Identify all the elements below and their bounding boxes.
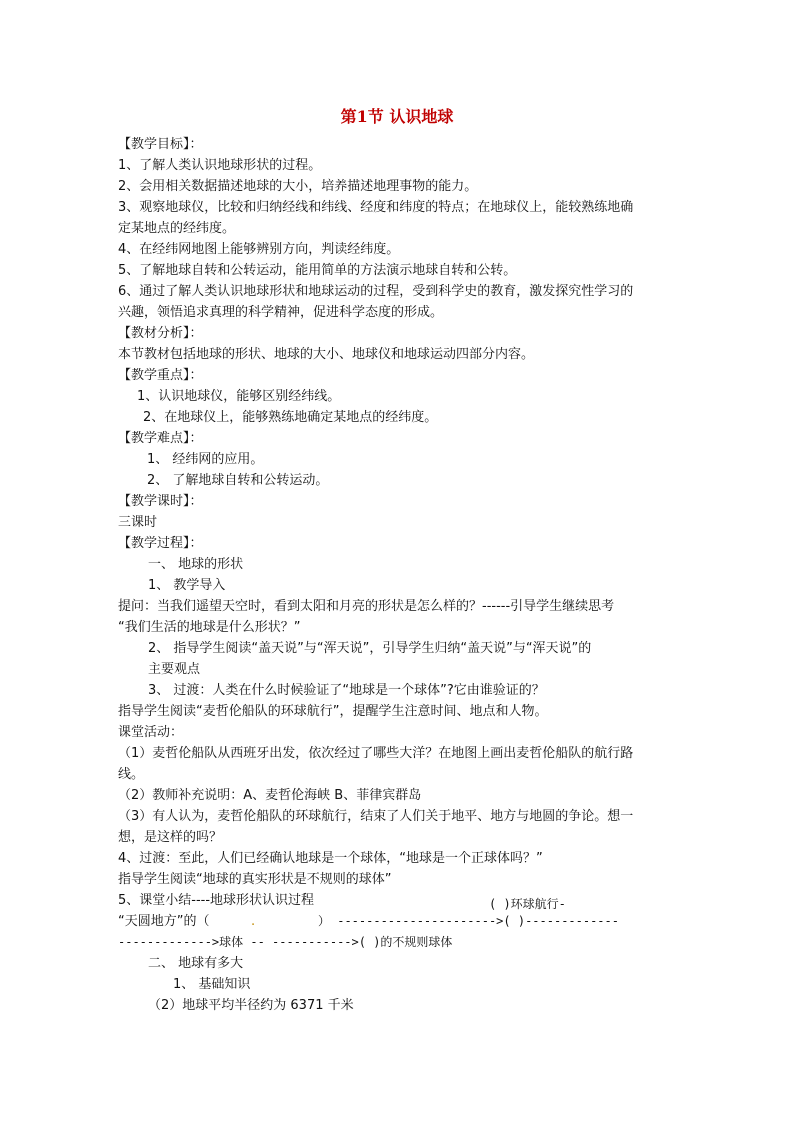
objective-3: 3、观察地球仪，比较和归纳经线和纬线、经度和纬度的特点；在地球仪上，能较熟练地确: [118, 200, 634, 215]
section-heading-difficulties: 【教学难点】：: [118, 431, 203, 446]
objective-6-cont: 兴趣，领悟追求真理的科学精神，促进科学态度的形成。: [118, 305, 444, 320]
objective-3-cont: 定某地点的经纬度。: [118, 221, 236, 236]
step-3-reading: 指导学生阅读“麦哲伦船队的环球航行”，提醒学生注意时间、地点和人物。: [118, 704, 548, 719]
objective-2: 2、会用相关数据描述地球的大小，培养描述地理事物的能力。: [118, 179, 478, 194]
step-4-transition: 4、过渡：至此，人们已经确认地球是一个球体，“地球是一个正球体吗？”: [118, 851, 543, 866]
class-activity-heading: 课堂活动：: [118, 725, 184, 740]
basic-knowledge: 1、 基础知识: [173, 977, 251, 992]
step-1-intro: 1、 教学导入: [148, 578, 226, 593]
question-line-cont: “我们生活的地球是什么形状？”: [118, 620, 301, 635]
class-hours-text: 三课时: [118, 515, 158, 530]
objective-6: 6、通过了解人类认识地球形状和地球运动的过程，受到科学史的教育，激发探究性学习的: [118, 284, 634, 299]
material-analysis-text: 本节教材包括地球的形状、地球的大小、地球仪和地球运动四部分内容。: [118, 347, 535, 362]
round-sky-square-earth: “天圆地方”的（: [118, 914, 210, 929]
summary-flow-line-2: ------------->球体 -- ----------->( )的不规则球体: [118, 935, 453, 949]
difficulty-1: 1、 经纬网的应用。: [147, 452, 264, 467]
activity-2: （2）教师补充说明：A、麦哲伦海峡 B、菲律宾群岛: [118, 788, 422, 803]
step-4-reading: 指导学生阅读“地球的真实形状是不规则的球体”: [118, 872, 392, 887]
section-heading-objectives: 【教学目标】：: [118, 137, 203, 152]
section-heading-class-hours: 【教学课时】：: [118, 494, 203, 509]
subsection-earth-size: 二、 地球有多大: [148, 956, 244, 971]
section-heading-teaching-process: 【教学过程】：: [118, 536, 203, 551]
orange-dot-mark: .: [251, 914, 256, 929]
question-line: 提问：当我们遥望天空时，看到太阳和月亮的形状是怎么样的？------引导学生继续思考: [118, 599, 615, 614]
key-point-2: 2、在地球仪上，能够熟练地确定某地点的经纬度。: [143, 410, 438, 425]
step-3: 3、 过渡：人类在什么时候验证了“地球是一个球体”?它由谁验证的？: [148, 683, 545, 698]
step-2-cont: 主要观点: [148, 662, 201, 677]
objective-4: 4、在经纬网地图上能够辨别方向，判读经纬度。: [118, 242, 400, 257]
activity-1: （1）麦哲伦船队从西班牙出发，依次经过了哪些大洋？在地图上画出麦哲伦船队的航行路: [118, 746, 634, 761]
objective-5: 5、了解地球自转和公转运动，能用简单的方法演示地球自转和公转。: [118, 263, 517, 278]
section-heading-material-analysis: 【教材分析】：: [118, 326, 203, 341]
summary-flow-line-1: ） ---------------------->( )-------------: [318, 914, 619, 928]
page-title: 第1节 认识地球: [340, 107, 454, 126]
step-5-summary: 5、课堂小结----地球形状认识过程: [118, 893, 315, 908]
activity-3-cont: 想，是这样的吗？: [118, 830, 223, 845]
circumnavigation-label: ( )环球航行-: [489, 897, 566, 911]
section-heading-key-points: 【教学重点】：: [118, 368, 203, 383]
subsection-earth-shape: 一、 地球的形状: [148, 557, 244, 572]
objective-1: 1、了解人类认识地球形状的过程。: [118, 158, 322, 173]
key-point-1: 1、认识地球仪，能够区别经纬线。: [137, 389, 341, 404]
activity-3: （3）有人认为，麦哲伦船队的环球航行，结束了人们关于地平、地方与地圆的争论。想一: [118, 809, 634, 824]
step-2: 2、 指导学生阅读“盖天说”与“浑天说”，引导学生归纳“盖天说”与“浑天说”的: [148, 641, 592, 656]
difficulty-2: 2、 了解地球自转和公转运动。: [147, 473, 329, 488]
earth-radius-fact: （2）地球平均半径约为 6371 千米: [148, 998, 354, 1013]
activity-1-cont: 线。: [118, 767, 145, 782]
